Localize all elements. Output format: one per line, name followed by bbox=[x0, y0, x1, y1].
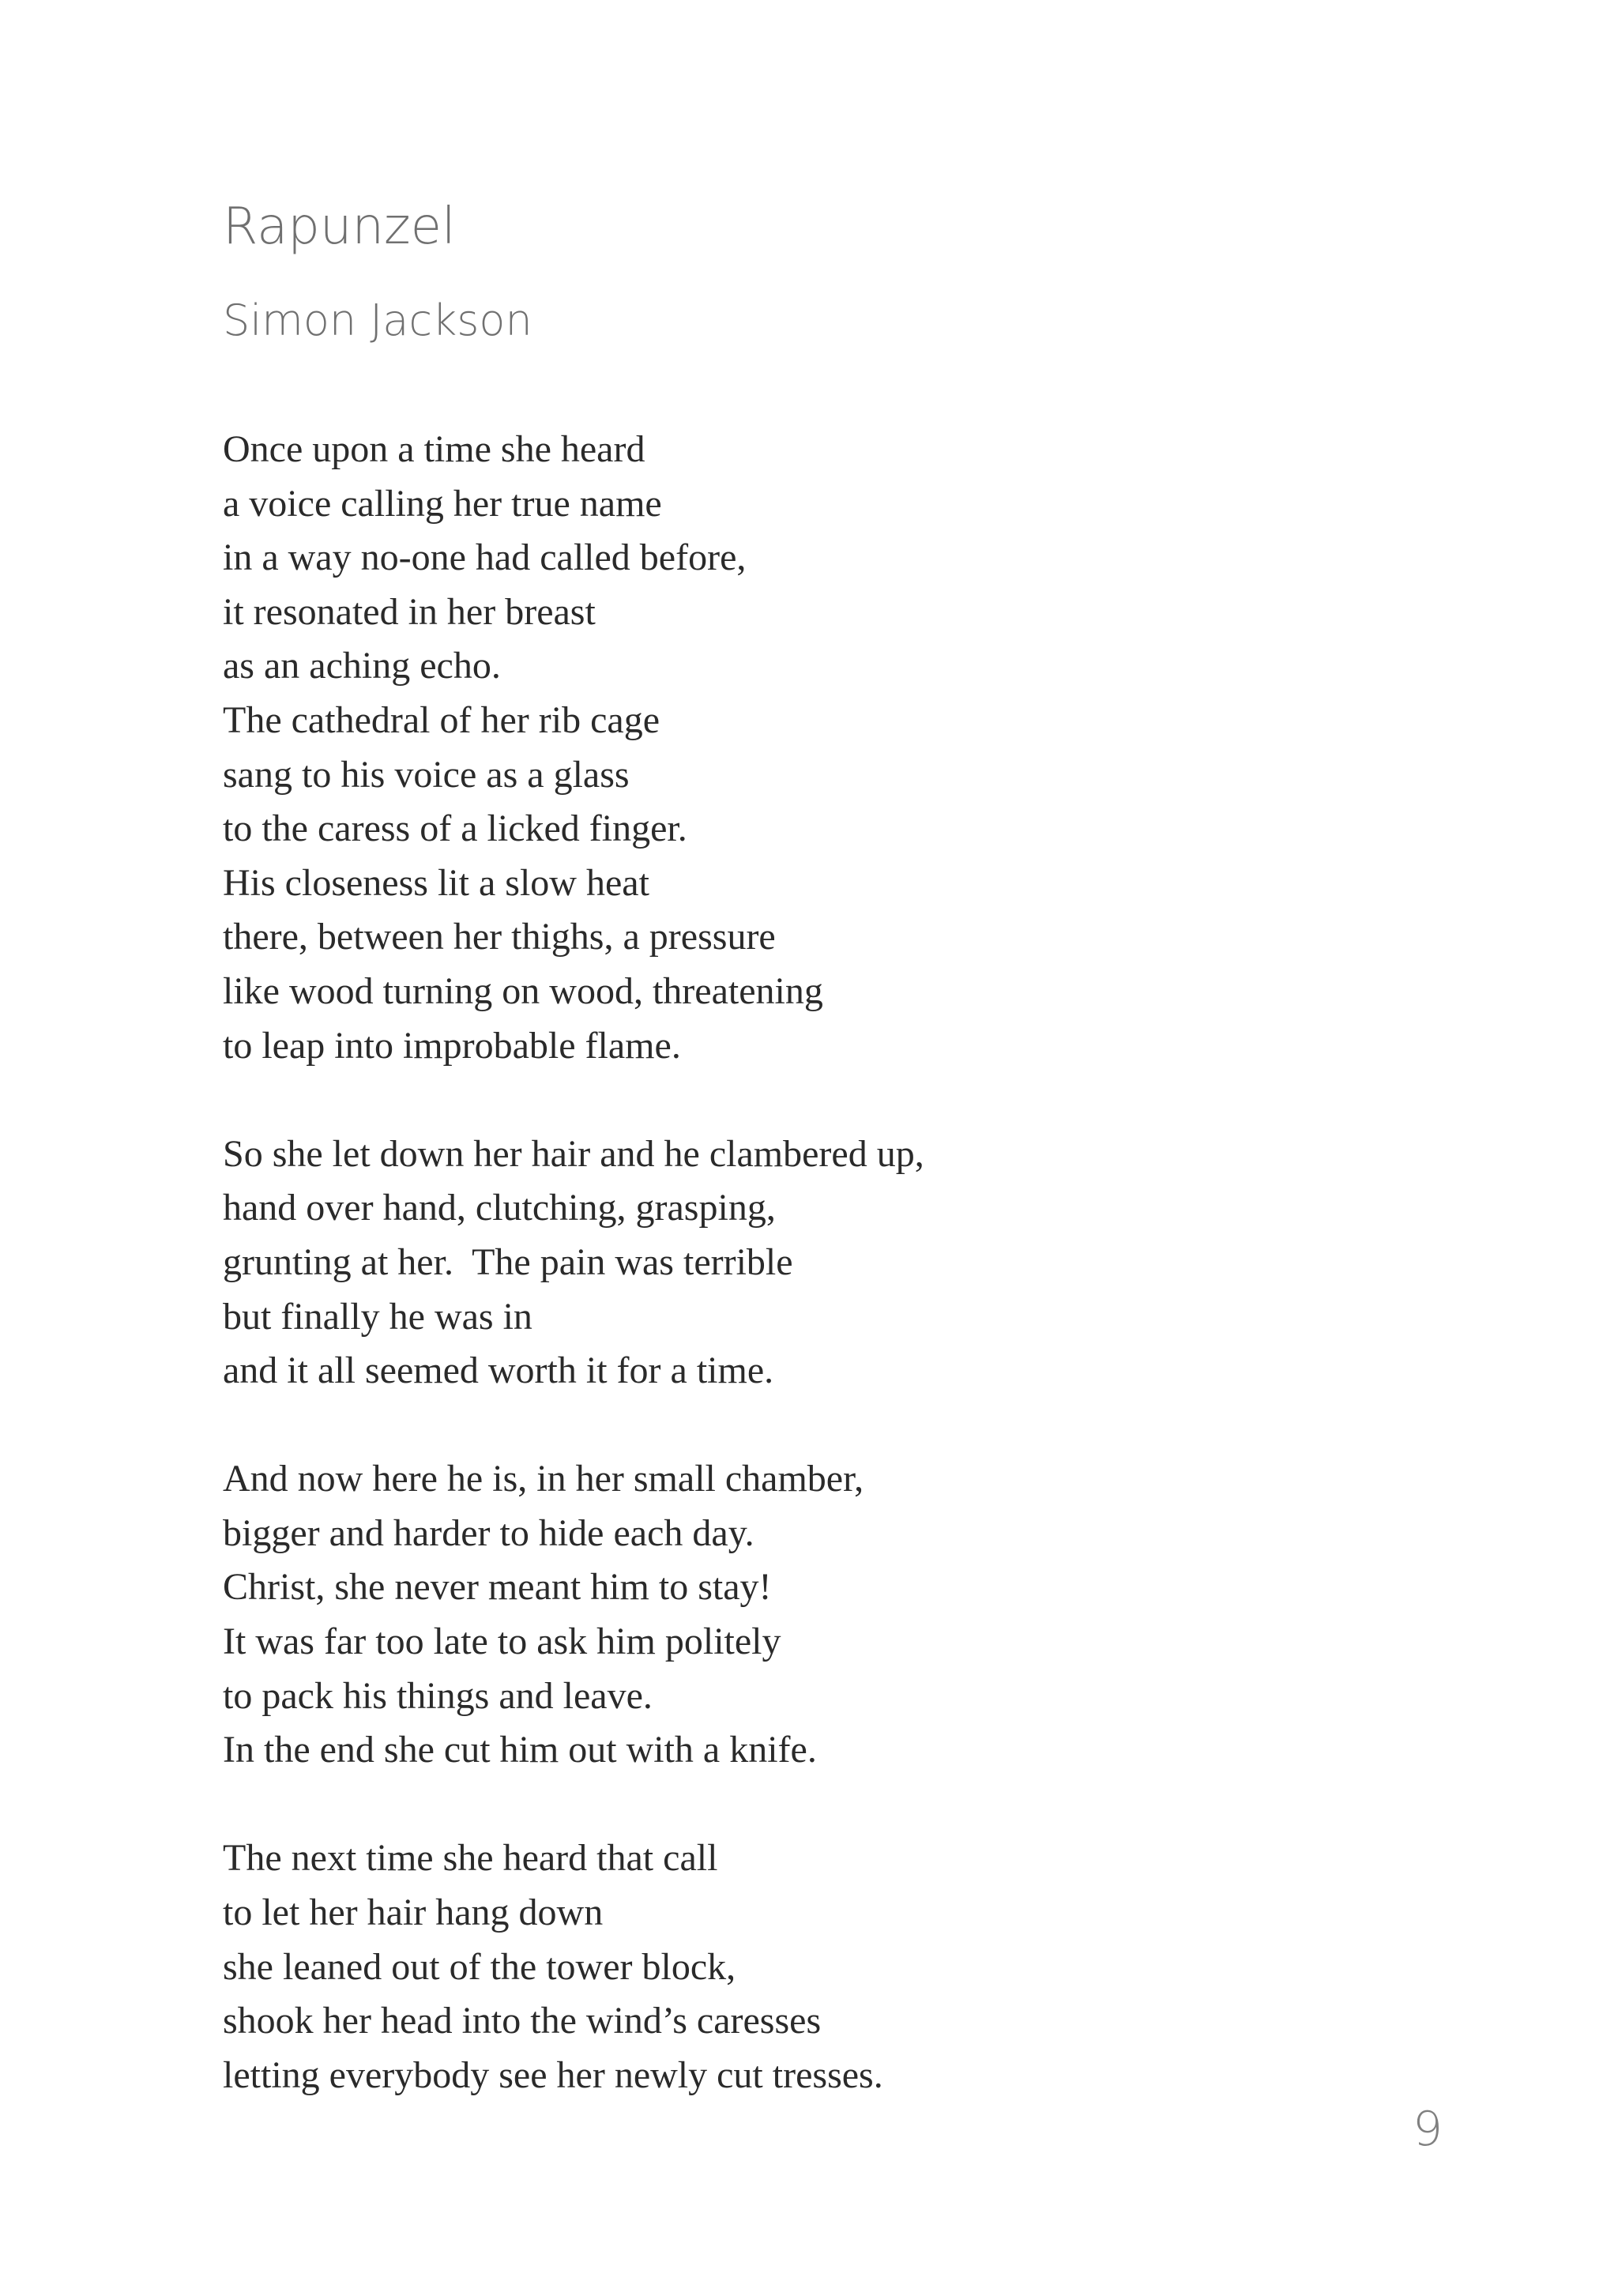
stanza-3 bbox=[223, 1452, 1408, 1778]
poem-line: In the end she cut him out with a knife. bbox=[223, 1729, 817, 1771]
stanza-1 bbox=[223, 423, 1408, 1073]
poem-line: It was far too late to ask him politely bbox=[223, 1620, 781, 1663]
poem-line: to the caress of a licked finger. bbox=[223, 807, 687, 850]
poem-line: and it all seemed worth it for a time. bbox=[223, 1349, 774, 1392]
poem-title: Rapunzel bbox=[223, 198, 456, 256]
poem-line: a voice calling her true name bbox=[223, 482, 662, 525]
poem-line: to leap into improbable flame. bbox=[223, 1024, 681, 1067]
poem-line: to let her hair hang down bbox=[223, 1891, 604, 1934]
poem-line: like wood turning on wood, threatening bbox=[223, 969, 823, 1012]
poem-line: Christ, she never meant him to stay! bbox=[223, 1566, 772, 1609]
poem-line: The next time she heard that call bbox=[223, 1837, 718, 1880]
poem-author: Simon Jackson bbox=[223, 295, 532, 345]
stanza-4 bbox=[223, 1831, 1408, 2102]
poem-line: The cathedral of her rib cage bbox=[223, 698, 660, 741]
poem-line: sang to his voice as a glass bbox=[223, 753, 630, 796]
poem-line: hand over hand, clutching, grasping, bbox=[223, 1187, 776, 1229]
poem-line: bigger and harder to hide each day. bbox=[223, 1511, 754, 1554]
poem-line: it resonated in her breast bbox=[223, 590, 596, 633]
poem-line: she leaned out of the tower block, bbox=[223, 1945, 736, 1988]
poem-line: grunting at her. The pain was terrible bbox=[223, 1240, 793, 1283]
poem-body bbox=[223, 423, 1408, 2102]
poem-line: as an aching echo. bbox=[223, 645, 501, 687]
poem-line: His closeness lit a slow heat bbox=[223, 861, 649, 904]
poem-line: Once upon a time she heard bbox=[223, 428, 645, 470]
poem-line: shook her head into the wind’s caresses bbox=[223, 2000, 822, 2042]
poem-line: So she let down her hair and he clambered up, bbox=[223, 1132, 924, 1175]
poem-line: but finally he was in bbox=[223, 1295, 532, 1338]
poem-line: in a way no-one had called before, bbox=[223, 536, 747, 579]
poem-line: letting everybody see her newly cut tresses. bbox=[223, 2053, 883, 2096]
poem-line: there, between her thighs, a pressure bbox=[223, 916, 776, 958]
poem-line: And now here he is, in her small chamber, bbox=[223, 1458, 864, 1500]
poem-line: to pack his things and leave. bbox=[223, 1674, 653, 1717]
stanza-2 bbox=[223, 1127, 1408, 1398]
page-number: 9 bbox=[1413, 2102, 1443, 2157]
